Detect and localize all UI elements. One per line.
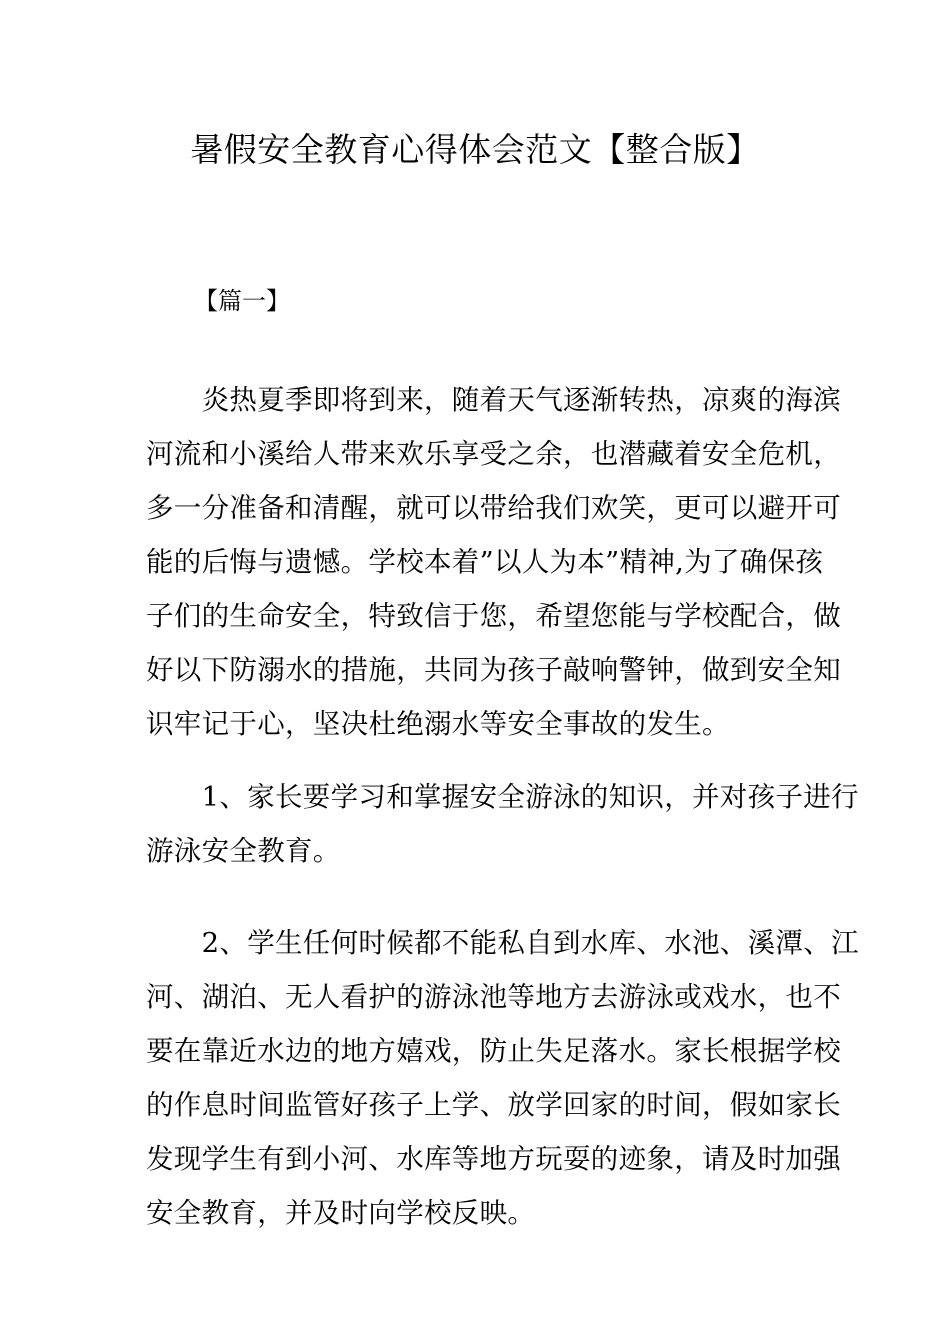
paragraph-line: 发现学生有到小河、水库等地方玩耍的迹象，请及时加强 <box>146 1143 841 1175</box>
paragraph-line: 能的后悔与遗憾。学校本着”以人为本”精神,为了确保孩 <box>146 546 824 578</box>
paragraph-item-1 <box>146 770 859 878</box>
paragraph-line: 的作息时间监管好孩子上学、放学回家的时间，假如家长 <box>146 1089 841 1121</box>
paragraph-line: 2、学生任何时候都不能私自到水库、水池、溪潭、江 <box>146 927 859 959</box>
paragraph-line: 安全教育，并及时向学校反映。 <box>146 1197 536 1229</box>
paragraph-intro <box>146 373 841 751</box>
paragraph-line: 要在靠近水边的地方嬉戏，防止失足落水。家长根据学校 <box>146 1035 841 1067</box>
section-label: 【篇一】 <box>194 287 290 315</box>
paragraph-line: 1、家长要学习和掌握安全游泳的知识，并对孩子进行 <box>146 781 859 813</box>
paragraph-line: 多一分准备和清醒，就可以带给我们欢笑，更可以避开可 <box>146 492 841 524</box>
paragraph-line: 河、湖泊、无人看护的游泳池等地方去游泳或戏水，也不 <box>146 981 841 1013</box>
paragraph-line: 河流和小溪给人带来欢乐享受之余，也潜藏着安全危机， <box>146 438 841 470</box>
paragraph-line: 识牢记于心，坚决杜绝溺水等安全事故的发生。 <box>146 708 730 740</box>
paragraph-line: 好以下防溺水的措施，共同为孩子敲响警钟，做到安全知 <box>146 654 841 686</box>
document-title: 暑假安全教育心得体会范文【整合版】 <box>190 130 760 169</box>
paragraph-item-2 <box>146 916 859 1240</box>
paragraph-line: 子们的生命安全，特致信于您，希望您能与学校配合，做 <box>146 600 841 632</box>
paragraph-line: 游泳安全教育。 <box>146 835 341 867</box>
paragraph-line: 炎热夏季即将到来，随着天气逐渐转热，凉爽的海滨 <box>146 384 841 416</box>
